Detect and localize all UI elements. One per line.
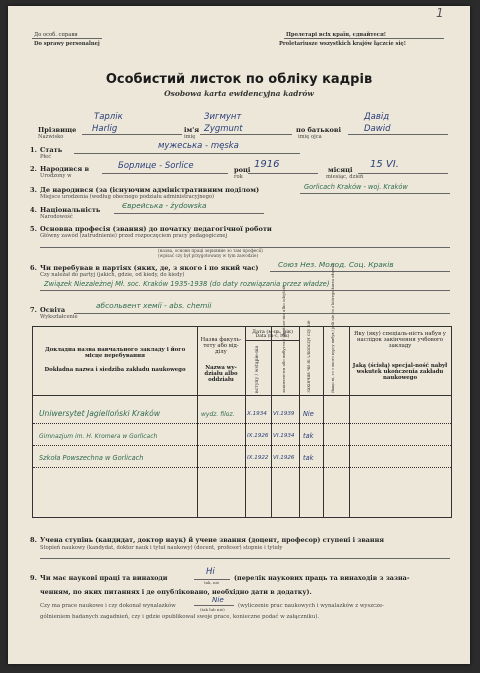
party-value-1: Союз Нез. Молод. Соц. Краків (278, 260, 394, 269)
patronymic-label: по батькові (296, 126, 341, 134)
sex-label-pl: Płeć (40, 154, 52, 160)
page-number: 1 (436, 6, 444, 20)
birth-month-label-pl: miesiąc, dzień (326, 174, 364, 180)
col-faculty-header-pl: Nazwa wy-działu albo oddziału (204, 365, 238, 384)
birthplace-label-pl: Miejsce urodzenia (według obecnego podziału administracyjnego) (40, 194, 215, 200)
field-7-number: 7. (30, 306, 37, 314)
header-right-bottom: Proletariusze wszystkich krajów łączcie się! (279, 41, 406, 47)
party-value-2: Związek Niezależnej Mł. soc. Kraków 1935-1938 (do daty rozwiązania przez władze) (44, 280, 330, 288)
personnel-record-sheet (8, 6, 470, 664)
education-value: абсольвент хемії - abs. chemii (96, 301, 212, 310)
row-1-completed: Nie (303, 410, 314, 418)
col-exit-header: закінчен-ня або вибуття / ukończe-nia albo odejścia (281, 285, 286, 393)
surname-value-uk: Тарлік (94, 112, 123, 122)
row-2-to: VI.1934 (273, 433, 295, 439)
field-8-number: 8. (30, 536, 37, 544)
form-subtitle: Osobowa karta ewidencyjna kadrów (164, 89, 314, 98)
row-1-to: VI.1939 (273, 411, 295, 417)
birth-place-value: Борлице - Sorlice (118, 161, 194, 171)
field-5-number: 5. (30, 225, 37, 233)
works-value-sub: tak, nie (204, 580, 220, 585)
row-3-completed: tak (303, 454, 314, 462)
works-label-2: ченням, по яких питаннях і де опубліковано, необхідно дати в додатку). (40, 588, 312, 596)
row-2-from: IX.1926 (247, 433, 269, 439)
birth-label-pl: Urodzony w (40, 173, 72, 179)
field-1-number: 1. (30, 146, 37, 154)
col-faculty-header: Назва факуль-тету або від-ділу (200, 337, 242, 356)
nationality-label-pl: Narodowość (40, 214, 73, 220)
form-title: Особистий листок по обліку кадрів (105, 72, 373, 87)
birth-year-label: році (234, 166, 251, 174)
works-value-pl: Nie (212, 595, 224, 604)
surname-value-pl: Harlig (92, 124, 118, 134)
col-school-header-pl: Dokładna nazwa i siedziba zakładu naukowego (44, 367, 186, 373)
row-1-from: X.1934 (247, 411, 267, 417)
surname-label-pl: Nazwisko (38, 134, 64, 140)
nationality-label: Національність (40, 206, 101, 214)
name-value-uk: Зигмунт (204, 112, 242, 122)
party-label-pl: Czy należał do partyj (jakich, gdzie, od kiedy, do kiedy) (40, 272, 185, 278)
birth-day-value: 15 VI. (370, 159, 399, 170)
header-left-top: До особ. справи (34, 32, 78, 38)
patronymic-value-pl: Dawid (364, 124, 391, 134)
row-3-to: VI.1926 (273, 455, 295, 461)
birth-month-label: місяці (328, 166, 353, 174)
patronymic-label-pl: imię ojca (298, 134, 322, 140)
row-1-faculty: wydz. filoz. (201, 411, 235, 418)
works-label-pl-2: gólnieniem badanych zagadnień, czy i gdzie opublikował swoje prace, konieczne podać w załączniku). (40, 614, 320, 620)
works-label-pl: Czy ma prace naukowe i czy dokonał wynalazków (40, 603, 176, 609)
works-label-cont: (перелік наукових праць та винаходів з зазна- (234, 574, 410, 582)
birth-year-value: 1916 (254, 159, 280, 170)
field-9-number: 9. (30, 574, 37, 582)
education-label-pl: Wykształcenie (40, 314, 78, 320)
row-2-school: Gimnazjum im. H. Kromera w Gorlicach (39, 433, 158, 440)
col-completed-header: Закінчив чи ні Ukończył czy nie (307, 320, 312, 393)
name-label: ім'я (184, 126, 200, 134)
row-2-completed: tak (303, 432, 314, 440)
header-right-top: Пролетарі всіх країн, єднайтеся! (286, 32, 387, 38)
profession-label: Основна професія (звання) до початку педагогічної роботи (40, 225, 272, 233)
works-label: Чи має наукові праці та винаходи (40, 574, 168, 582)
col-specialty-header: Яку (яку) спеціаль-ність набув у наслідок закінчення учбового закладу (354, 331, 446, 350)
col-date-header: Дата (м-ць, рік) (252, 329, 293, 335)
nationality-value: Єврейська - żydowska (122, 201, 207, 210)
col-school-header: Докладна назва навчального закладу і його місце перебування (44, 347, 186, 360)
field-3-number: 3. (30, 186, 37, 194)
row-3-school: Szkoła Powszechna w Gorlicach (39, 454, 144, 462)
profession-label-pl: Główny zawód (zatrudnienie) przed rozpoczęciem pracy pedagogicznej (40, 233, 228, 239)
degree-label: Учена ступінь (кандидат, доктор наук) й учене звання (доцент, професор) ступені і звання (40, 536, 385, 544)
surname-label: Прізвище (38, 126, 77, 134)
works-label-pl-cont: (wyliczenie prac naukowych i wynalazków z wyszcze- (238, 603, 384, 609)
row-3-from: IX.1922 (247, 455, 269, 461)
profession-note-pl: (wpisać czy był przygotowany w tym zawodzie) (158, 253, 259, 258)
birth-year-label-pl: rok (234, 174, 243, 180)
sex-label: Стать (40, 146, 63, 154)
birth-label: Народився в (40, 165, 90, 173)
col-entry-header: вступу / wstąpie-nia (255, 345, 260, 393)
works-value-pl-sub: (tak lub nie) (200, 607, 225, 612)
field-6-number: 6. (30, 264, 37, 272)
sex-value: мужеська - męska (158, 141, 239, 151)
header-left-bottom: Do sprawy personalnej (34, 41, 100, 47)
patronymic-value-uk: Давід (364, 112, 390, 122)
field-2-number: 2. (30, 165, 37, 173)
party-label: Чи перебував в партіях (яких, де, з якого і по який час) (40, 264, 259, 272)
profession-note-uk: (назва, основн праці зерняние зо там професії) (158, 248, 263, 253)
name-value-pl: Zygmunt (204, 124, 243, 134)
name-label-pl: imię (184, 134, 196, 140)
birthplace-value: Gorlicach Kraków - woj. Kraków (304, 183, 408, 191)
col-dropout-header: Якщо ні, то з якого курсу вибув / jeśli nie, to z którego kursu odszedł (331, 264, 335, 393)
col-specialty-header-pl: Jaką (ścisłą) specjal-ność nabył wskutek ukończenia zakładu naukowego (352, 363, 448, 382)
row-1-school: Uniwersytet Jagielloński Kraków (39, 409, 161, 418)
field-4-number: 4. (30, 206, 37, 214)
education-label: Освіта (40, 306, 66, 314)
birthplace-label: Де народився (за (існуючим адміністративним поділом) (40, 186, 260, 194)
degree-label-pl: Stopień naukowy (kandydat, doktor nauk i tytuł naukowy) (docent, profesor) stopnie i tytuły (40, 545, 283, 551)
col-date-header-pl: Data (m-c, rok) (255, 334, 290, 339)
works-value: Ні (206, 567, 215, 577)
